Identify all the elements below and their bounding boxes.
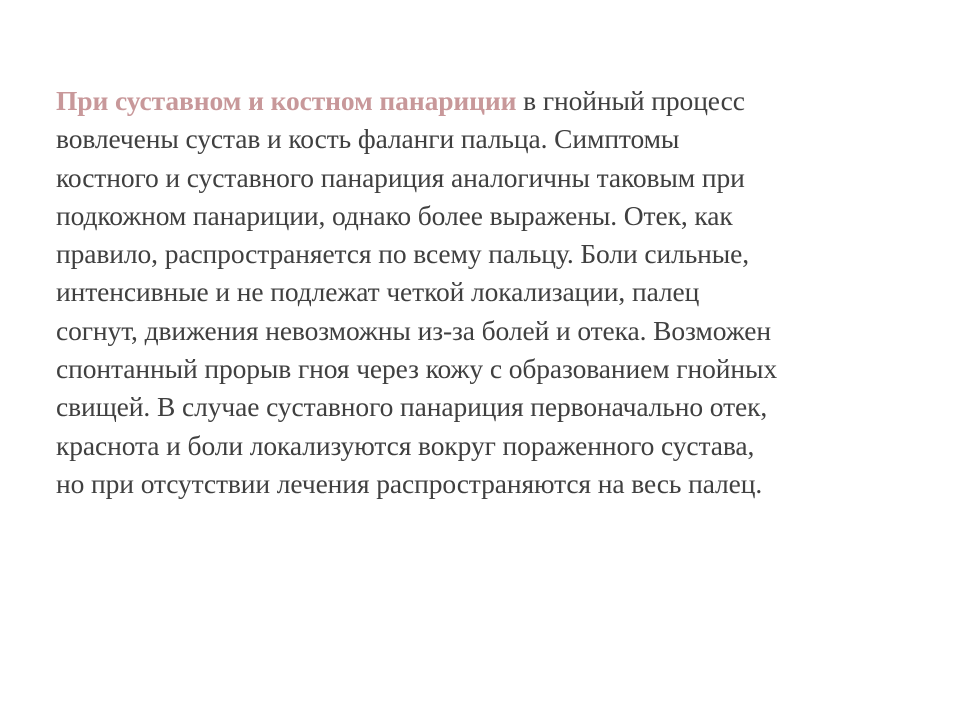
slide-body-text <box>56 82 916 503</box>
text-line-4: подкожном панариции, однако более выражены. Отек, как <box>56 199 733 231</box>
text-line-5: правило, распространяется по всему пальцу. Боли сильные, <box>56 238 750 270</box>
text-line-9: свищей. В случае суставного панариция первоначально отек, <box>56 391 768 423</box>
text-line-10: краснота и боли локализуются вокруг пораженного сустава, <box>56 429 755 461</box>
text-line-3: костного и суставного панариция аналогичны таковым при <box>56 161 745 193</box>
text-line-11: но при отсутствии лечения распространяются на весь палец. <box>56 467 763 499</box>
text-line-2: вовлечены сустав и кость фаланги пальца. Симптомы <box>56 123 680 155</box>
text-line-1-rest: в гнойный процесс <box>516 85 745 116</box>
text-line-8: спонтанный прорыв гноя через кожу с образованием гнойных <box>56 353 778 385</box>
text-line-1 <box>56 82 916 120</box>
highlighted-term: При суставном и костном панариции <box>56 85 517 116</box>
text-line-7: согнут, движения невозможны из-за болей и отека. Возможен <box>56 314 771 346</box>
text-line-6: интенсивные и не подлежат четкой локализации, палец <box>56 276 700 308</box>
